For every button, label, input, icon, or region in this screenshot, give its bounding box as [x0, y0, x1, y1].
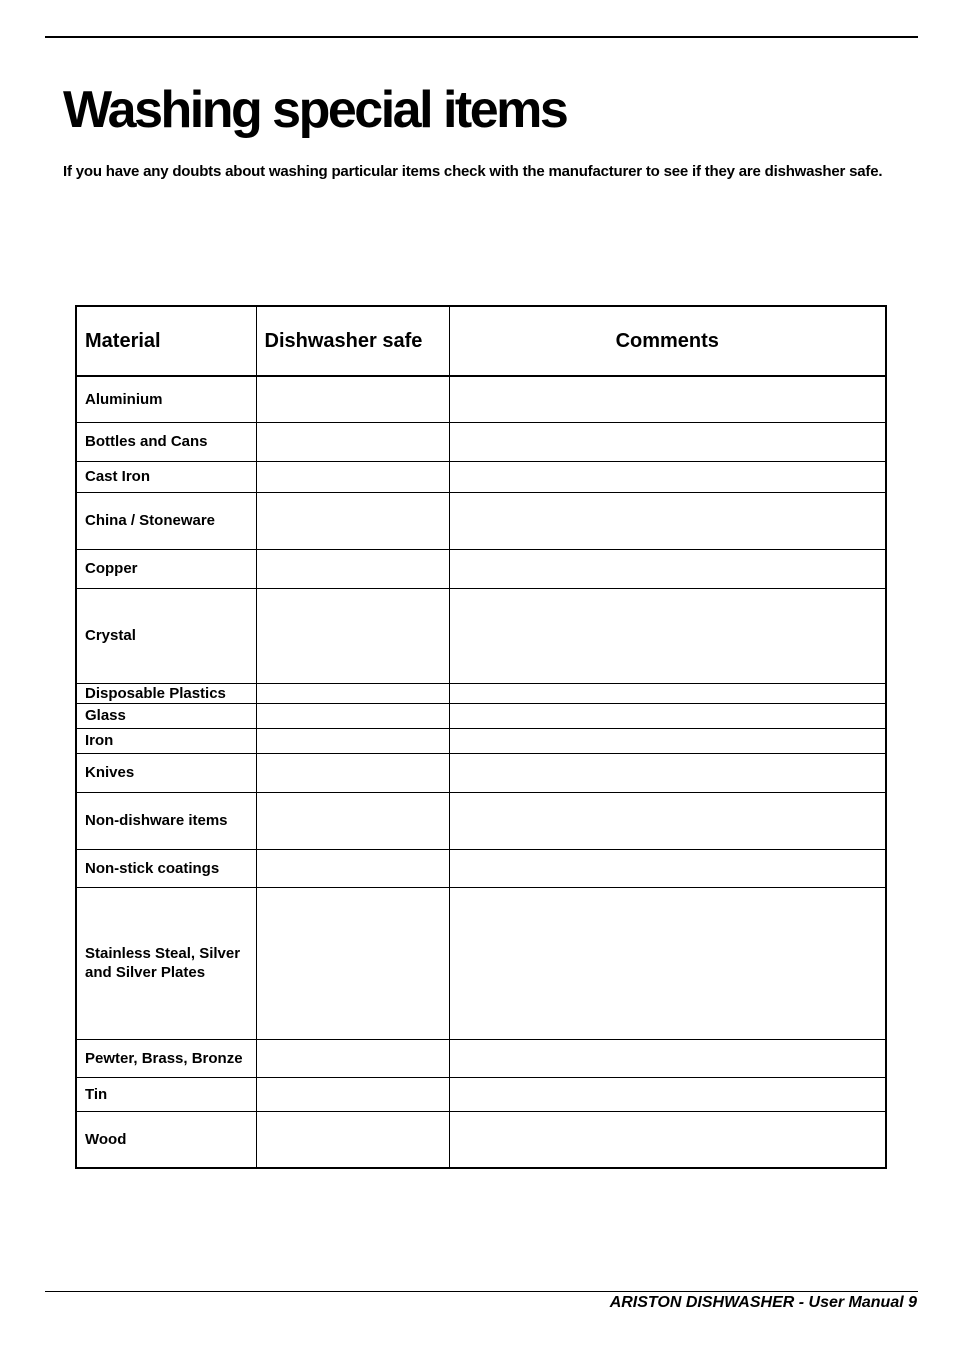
- page-title: Washing special items: [63, 81, 567, 139]
- dishwasher-safe-cell: [256, 753, 449, 792]
- dishwasher-safe-cell: [256, 422, 449, 461]
- material-cell: Cast Iron: [76, 461, 256, 492]
- dishwasher-safe-cell: [256, 728, 449, 753]
- table-row: [76, 792, 886, 849]
- top-divider: [45, 36, 918, 38]
- material-cell: Pewter, Brass, Bronze: [76, 1039, 256, 1077]
- comments-cell: [449, 703, 886, 728]
- material-cell: Crystal: [76, 588, 256, 683]
- material-cell: Non-stick coatings: [76, 849, 256, 887]
- table-row: [76, 683, 886, 703]
- material-cell: Iron: [76, 728, 256, 753]
- material-cell: Aluminium: [76, 376, 256, 422]
- comments-cell: [449, 1111, 886, 1168]
- dishwasher-safe-cell: [256, 1077, 449, 1111]
- material-cell: Copper: [76, 549, 256, 588]
- table-row: [76, 1077, 886, 1111]
- comments-cell: [449, 792, 886, 849]
- comments-cell: [449, 683, 886, 703]
- dishwasher-safe-cell: [256, 683, 449, 703]
- material-cell: Glass: [76, 703, 256, 728]
- comments-cell: [449, 1077, 886, 1111]
- table-row: [76, 753, 886, 792]
- intro-text: If you have any doubts about washing particular items check with the manufacturer to see if they are dishwasher safe.: [63, 163, 883, 180]
- dishwasher-safe-cell: [256, 849, 449, 887]
- table-row: [76, 728, 886, 753]
- dishwasher-safe-cell: [256, 703, 449, 728]
- table-header-row: [76, 306, 886, 376]
- table-row: [76, 549, 886, 588]
- header-material: Material: [76, 306, 256, 376]
- material-cell: Wood: [76, 1111, 256, 1168]
- comments-cell: [449, 728, 886, 753]
- comments-cell: [449, 422, 886, 461]
- page-footer: ARISTON DISHWASHER - User Manual 9: [609, 1294, 917, 1311]
- dishwasher-safe-cell: [256, 588, 449, 683]
- dishwasher-safe-cell: [256, 1039, 449, 1077]
- table-row: [76, 1039, 886, 1077]
- bottom-divider: [45, 1291, 918, 1292]
- material-cell: Stainless Steal, Silver and Silver Plates: [76, 887, 256, 1039]
- material-cell: Tin: [76, 1077, 256, 1111]
- dishwasher-safe-cell: [256, 887, 449, 1039]
- table-row: [76, 422, 886, 461]
- comments-cell: [449, 753, 886, 792]
- table-row: [76, 849, 886, 887]
- table-row: [76, 461, 886, 492]
- comments-cell: [449, 887, 886, 1039]
- material-cell: China / Stoneware: [76, 492, 256, 549]
- table-row: [76, 887, 886, 1039]
- table-row: [76, 376, 886, 422]
- material-cell: Knives: [76, 753, 256, 792]
- material-cell: Bottles and Cans: [76, 422, 256, 461]
- dishwasher-safe-cell: [256, 461, 449, 492]
- dishwasher-safe-cell: [256, 1111, 449, 1168]
- comments-cell: [449, 492, 886, 549]
- comments-cell: [449, 376, 886, 422]
- dishwasher-safe-cell: [256, 792, 449, 849]
- material-cell: Disposable Plastics: [76, 683, 256, 703]
- header-comments: Comments: [449, 306, 886, 376]
- comments-cell: [449, 1039, 886, 1077]
- dishwasher-safe-cell: [256, 376, 449, 422]
- dishwasher-safe-cell: [256, 549, 449, 588]
- table-row: [76, 1111, 886, 1168]
- dishwasher-safe-cell: [256, 492, 449, 549]
- material-cell: Non-dishware items: [76, 792, 256, 849]
- comments-cell: [449, 849, 886, 887]
- table-row: [76, 703, 886, 728]
- table-row: [76, 492, 886, 549]
- comments-cell: [449, 588, 886, 683]
- comments-cell: [449, 549, 886, 588]
- header-dishwasher-safe: Dishwasher safe: [256, 306, 449, 376]
- special-items-table: [75, 305, 887, 1169]
- table-row: [76, 588, 886, 683]
- comments-cell: [449, 461, 886, 492]
